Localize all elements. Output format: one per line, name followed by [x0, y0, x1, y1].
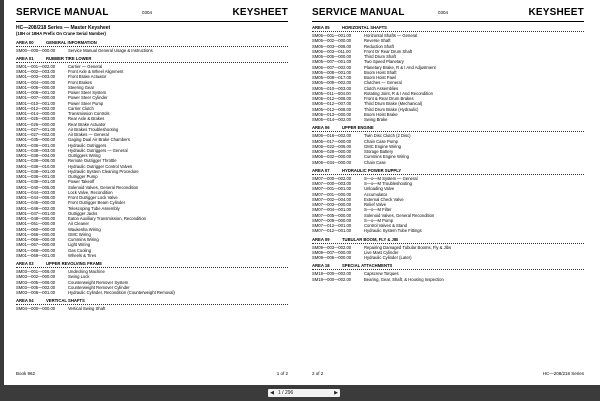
header-code: 0304 [142, 10, 153, 15]
section-code: SM05—012—008.00 [312, 96, 352, 101]
section-description: Reduction Shaft [364, 43, 394, 49]
section-code: SM07—009—000.00 [312, 217, 352, 223]
section-code: SM01—014—000.00 [16, 111, 56, 116]
section-description: Steering Gear [68, 84, 95, 90]
section-description: Air Cleaner [68, 221, 89, 227]
page-body [16, 25, 288, 312]
section-code: SM01—038—001.00 [16, 168, 56, 174]
section-code: SM01—025—003.00 [16, 116, 56, 122]
area-heading [16, 40, 288, 46]
page-header [312, 4, 584, 22]
section-code: SM01—001—002.00 [16, 63, 56, 69]
section-description: Boom Hoist Brake [364, 111, 398, 117]
section-description: Light Wiring [68, 242, 91, 248]
keysheet-heading: HC—208/218 Series — Master Keysheet [16, 25, 111, 31]
keysheet-row [16, 290, 288, 295]
section-description: Hydraulic Cylinder (Later) [364, 255, 412, 260]
section-description: Vertical Swing Shaft [68, 306, 106, 312]
area-name: TUBULAR BOOM, FLY & JIB [342, 236, 399, 242]
section-code: SM05—003—008.00 [312, 43, 352, 49]
keysheet-row [312, 228, 584, 233]
area-heading [312, 237, 584, 243]
section-code: SM01—045—000.00 [16, 200, 56, 206]
section-description: External Check Valve [364, 196, 404, 202]
keysheet-row [312, 255, 584, 260]
section-code: SM01—069—001.00 [16, 252, 56, 258]
section-description: Live Mast Cylinder [364, 249, 399, 255]
section-description: Power Steer Pump [68, 100, 104, 106]
section-description: Swing Brake [364, 117, 388, 122]
section-code: SM03—005—002.00 [16, 284, 56, 290]
section-code: SM07—000—003.00 [312, 181, 352, 186]
section-code: SM05—008—017.00 [312, 75, 352, 80]
section-description: Clutch Assemblies [364, 85, 399, 91]
section-code: SM05—002—000.00 [312, 38, 352, 44]
section-code: SM07—002—004.00 [312, 196, 352, 202]
dotted-rule [312, 31, 584, 32]
section-code: SM01—007—000.00 [16, 95, 56, 101]
section-code: SM01—048—000.00 [16, 216, 56, 221]
page-right [302, 4, 592, 380]
area-heading [16, 56, 288, 62]
footer-right: 1 of 2 [276, 371, 288, 376]
section-description: Rotating Joint, R & I And Recondition [364, 90, 433, 96]
dotted-rule [16, 62, 288, 63]
section-description: Boom Hoist Pawl [364, 75, 396, 80]
section-code: SM05—005—000.00 [312, 54, 352, 59]
page-footer [16, 371, 288, 379]
dotted-rule [16, 46, 288, 47]
section-description: Rear Brake Actuator [68, 121, 106, 127]
section-description: Air Brakes — General [68, 132, 109, 137]
viewer-toolbar [4, 385, 600, 401]
area-label: AREA 03 [16, 261, 34, 266]
area-label: AREA 04 [16, 298, 34, 304]
section-description: Cummins Wiring [68, 237, 99, 242]
section-description: Cummins Engine Wiring [364, 154, 409, 160]
section-description: Power Steer System [68, 90, 107, 95]
section-code: SM06—016—002.00 [312, 133, 352, 139]
viewer-sidebar [0, 0, 4, 401]
section-description: Counterweight Remover System [68, 279, 129, 285]
dotted-rule [16, 267, 288, 268]
section-description: Hydraulic Cylinder, Recondition (Counterweight Removal) [68, 290, 175, 295]
section-code: SM01—026—000.00 [16, 121, 56, 127]
keysheet-row [16, 48, 288, 53]
page-header [16, 4, 288, 22]
section-code: SM18—000—002.00 [312, 271, 352, 277]
section-description: Third Drum Brake (Hydraulic) [364, 106, 419, 112]
section-description: Swing Lock [68, 274, 90, 280]
section-code: SM05—008—001.00 [312, 69, 352, 75]
section-code: SM03—002—000.00 [16, 274, 56, 280]
section-description: Gaging Dual Air Brake Chambers [68, 137, 130, 143]
section-code: SM01—044—006.00 [16, 195, 56, 200]
section-code: SM05—001—001.00 [312, 33, 352, 38]
section-code: SM05—013—000.00 [312, 111, 352, 117]
keysheet-row [16, 253, 288, 258]
section-description: Counterweight Remover Cylinder [68, 284, 130, 290]
section-description: Waukesha Wiring [68, 226, 101, 232]
page-indicator[interactable]: 1 / 296 [278, 390, 294, 396]
section-description: Eaton Auxiliary Transmission, Recondition [68, 216, 146, 221]
section-description: Storage Battery [364, 149, 394, 154]
area-name: HYDRAULIC POWER SUPPLY [342, 167, 402, 173]
section-description: Hydraulic Outriggers — General [68, 147, 128, 153]
dotted-rule [312, 243, 584, 244]
section-description: Undecking Machine [68, 269, 105, 274]
area-name: RUBBER TIRE LOWER [46, 55, 92, 61]
section-code: SM09—003—002.00 [312, 244, 352, 250]
section-code: SM07—004—001.00 [312, 207, 352, 213]
keysheet-row [312, 117, 584, 122]
section-code: SM05—014—002.00 [312, 117, 352, 122]
section-description: Solenoid Valves, General Recondition [68, 184, 139, 190]
section-code: SM01—027—001.00 [16, 126, 56, 132]
section-description: Solenoid Valves, General Recondition [364, 212, 435, 218]
section-description: Front Brakes [68, 79, 92, 85]
section-code: SM06—028—000.00 [312, 149, 352, 154]
area-label: AREA 07 [312, 167, 330, 173]
section-code: SM05—012—008.00 [312, 106, 352, 112]
section-description: Third Drum Brake (Mechanical) [364, 101, 423, 107]
section-description: Accumulator [364, 191, 388, 197]
section-description: Horizontal Shafts — General [364, 33, 418, 38]
area-label: AREA 18 [312, 263, 330, 269]
section-code: SM07—012—001.00 [312, 223, 352, 228]
section-code: SM03—006—001.00 [16, 290, 56, 295]
section-code: SM03—005—006.00 [16, 279, 56, 285]
section-code: SM18—000—002.00 [312, 276, 352, 282]
section-code: SM01—046—002.00 [16, 205, 56, 211]
area-heading [16, 298, 288, 304]
prev-page-icon[interactable]: ◀ [270, 390, 274, 396]
section-description: Remote Outrigger Throttle [68, 158, 117, 164]
section-code: SM01—039—001.00 [16, 179, 56, 185]
section-description: Hydraulic System Cleaning Procedure [68, 168, 139, 174]
section-description: Chain Case Pump [364, 138, 398, 144]
section-code: SM01—003—003.00 [16, 74, 56, 80]
section-code: SM01—068—000.00 [16, 247, 56, 253]
section-code: SM07—005—000.00 [312, 212, 352, 218]
section-description: Service Manual General Usage & Instructions [68, 47, 153, 53]
section-code: SM05—012—007.00 [312, 101, 352, 107]
next-page-icon[interactable]: ▶ [334, 390, 338, 396]
section-description: Third Drum Shaft [364, 54, 396, 59]
area-label: AREA 00 [16, 39, 34, 45]
keysheet-row [312, 277, 584, 282]
section-description: Planetary Brake, R & I And Adjustment [364, 64, 436, 70]
section-description: Outrigger Pump [68, 174, 98, 179]
section-description: Front Or Rear Drum Shaft [364, 48, 413, 54]
section-description: Air Brakes Troubleshooting [68, 126, 119, 132]
area-name: SPECIAL ATTACHMENTS [342, 263, 393, 269]
section-code: SM07—012—001.00 [312, 228, 352, 234]
section-code: SM06—022—006.00 [312, 143, 352, 149]
section-code: SM01—047—001.00 [16, 210, 56, 216]
area-name: VERTICAL SHAFTS [46, 298, 85, 304]
section-description: Lock Valve, Recondition [68, 189, 113, 195]
section-code: SM01—038—001.00 [16, 174, 56, 179]
section-code: SM01—067—000.00 [16, 242, 56, 248]
section-code: SM06—017—000.00 [312, 138, 352, 144]
section-description: S—o—M Troubleshooting [364, 181, 412, 186]
page-footer [312, 371, 584, 379]
section-description: Front Axle & Wheel Alignment [68, 69, 124, 74]
manual-title: SERVICE MANUAL [16, 7, 109, 18]
section-code: SM01—012—002.00 [16, 105, 56, 111]
section-description: Front Brake Actuator [68, 74, 107, 80]
section-description: Carrier Clutch [68, 105, 94, 111]
section-code: SM01—060—000.00 [16, 226, 56, 232]
section-code: SM01—066—000.00 [16, 231, 56, 237]
section-code: SM05—007—002.00 [312, 64, 352, 70]
section-description: Unloading Valve [364, 186, 395, 192]
section-code: SM06—034—000.00 [312, 159, 352, 165]
section-description: Power Steer Cylinder [68, 95, 108, 101]
header-code: 0304 [438, 10, 449, 15]
section-code: SM01—044—003.00 [16, 189, 56, 195]
area-label: AREA 06 [312, 125, 330, 131]
dotted-rule [16, 304, 288, 305]
section-description: Front Outrigger Lock Valve [68, 195, 118, 200]
section-code: SM03—001—006.00 [16, 269, 56, 274]
page-left [6, 4, 296, 380]
section-description: Power Takeoff [68, 179, 95, 185]
section-code: SM07—001—001.00 [312, 186, 352, 192]
dotted-rule [312, 269, 584, 270]
section-description: Capscrew Torques [364, 271, 399, 277]
section-code: SM06—032—000.00 [312, 154, 352, 160]
area-name: UPPER ENGINE [342, 125, 374, 131]
page-navigator [268, 389, 340, 397]
keysheet-title: KEYSHEET [232, 7, 288, 18]
section-code: SM05—007—001.00 [312, 59, 352, 65]
section-description: Twin Disc Clutch (2 Disc) [364, 133, 411, 139]
section-code: SM01—051—000.00 [16, 221, 56, 227]
section-description: Front & Rear Drum Brakes [364, 96, 414, 101]
keysheet-title: KEYSHEET [528, 7, 584, 18]
section-description: Hydraulic Outriggers [68, 142, 107, 148]
section-description: Transmission Controls [68, 111, 110, 116]
section-code: SM01—066—000.00 [16, 237, 56, 242]
section-code: SM05—011—004.00 [312, 90, 351, 96]
area-label: AREA 01 [16, 55, 34, 61]
section-code: SM01—036—001.00 [16, 142, 56, 148]
area-label: AREA 09 [312, 236, 330, 242]
section-description: Control Valves & Stand [364, 223, 407, 228]
section-description: Carrier — General [68, 63, 103, 69]
section-description: Gas Cooling [68, 247, 92, 253]
section-description: Bearing, Gear, Shaft, & Housing Inspection [364, 276, 444, 282]
section-code: SM01—005—000.00 [16, 84, 56, 90]
section-description: Chain Case [364, 159, 386, 165]
area-heading [312, 263, 584, 269]
section-description: S—o—M Pump [364, 217, 394, 223]
section-description: Wheels & Tires [68, 252, 97, 258]
section-code: SM01—038—004.00 [16, 153, 56, 158]
footer-left: Book 962 [16, 371, 36, 376]
section-description: Rear Axle & Brakes [68, 116, 105, 122]
section-description: Front Outrigger Beam Cylinder [68, 200, 126, 206]
area-name: HORIZONTAL SHAFTS [342, 25, 387, 30]
keysheet-row [16, 306, 288, 311]
section-code: SM01—040—005.00 [16, 184, 56, 190]
section-description: Relief Valve [364, 202, 387, 207]
page-body [312, 25, 584, 282]
section-code: SM01—010—001.00 [16, 100, 56, 106]
area-name: UPPER REVOLVING FRAME [46, 261, 102, 266]
section-code: SM07—000—002.00 [312, 175, 352, 181]
section-description: GMC Wiring [68, 231, 91, 237]
dotted-rule [312, 174, 584, 175]
area-heading [312, 168, 584, 174]
area-heading [312, 125, 584, 131]
section-description: Clutches — General [364, 80, 402, 86]
area-heading [16, 261, 288, 267]
section-code: SM07—001—000.00 [312, 191, 352, 197]
footer-left: 2 of 2 [312, 371, 324, 376]
keysheet-subheading: (18H or 18HA Prefix On Crane Serial Number) [16, 31, 106, 36]
section-code: SM01—035—000.00 [16, 137, 56, 143]
dotted-rule [312, 131, 584, 132]
keysheet-row [312, 160, 584, 165]
section-code: SM09—006—000.00 [312, 255, 352, 260]
section-description: Outriggers Wiring [68, 153, 101, 158]
manual-title: SERVICE MANUAL [312, 7, 405, 18]
section-description: Repairing Damaged Tubular Booms, Fly & Jibs [364, 244, 452, 250]
section-description: Outrigger Jacks [68, 210, 98, 216]
section-description: Boom Hoist Shaft [364, 69, 397, 75]
footer-right: HC—208/218 Series [542, 371, 584, 376]
section-description: Two Speed Planetary [364, 59, 404, 65]
section-code: SM00—000—000.00 [16, 47, 56, 53]
section-description: GMC Engine Wiring [364, 143, 402, 149]
section-code: SM05—010—003.00 [312, 85, 352, 91]
section-code: SM01—038—003.00 [16, 147, 56, 153]
section-code: SM07—003—000.00 [312, 202, 352, 207]
section-description: Hydraulic System Tube Fittings [364, 228, 422, 234]
section-code: SM04—000—000.00 [16, 306, 56, 312]
section-description: Reverse Shaft [364, 38, 391, 44]
section-code: SM01—038—006.00 [16, 158, 56, 164]
area-name: GENERAL INFORMATION [46, 39, 97, 45]
section-code: SM01—038—010.00 [16, 163, 56, 169]
area-heading [312, 25, 584, 31]
section-code: SM05—009—002.00 [312, 80, 352, 86]
section-code: SM01—004—000.00 [16, 79, 56, 85]
section-description: S—o—M Filter [364, 207, 392, 213]
section-description: Hydraulic Outrigger Control Valves [68, 163, 133, 169]
area-label: AREA 05 [312, 25, 330, 30]
section-code: SM05—003—011.00 [312, 48, 351, 54]
section-code: SM01—027—002.00 [16, 132, 56, 137]
section-code: SM01—006—001.00 [16, 90, 56, 95]
section-code: SM09—007—000.00 [312, 249, 352, 255]
section-description: S—o—M System — General [364, 175, 418, 181]
section-code: SM01—002—003.00 [16, 69, 56, 74]
section-description: Telescoping Tube Assembly [68, 205, 120, 211]
